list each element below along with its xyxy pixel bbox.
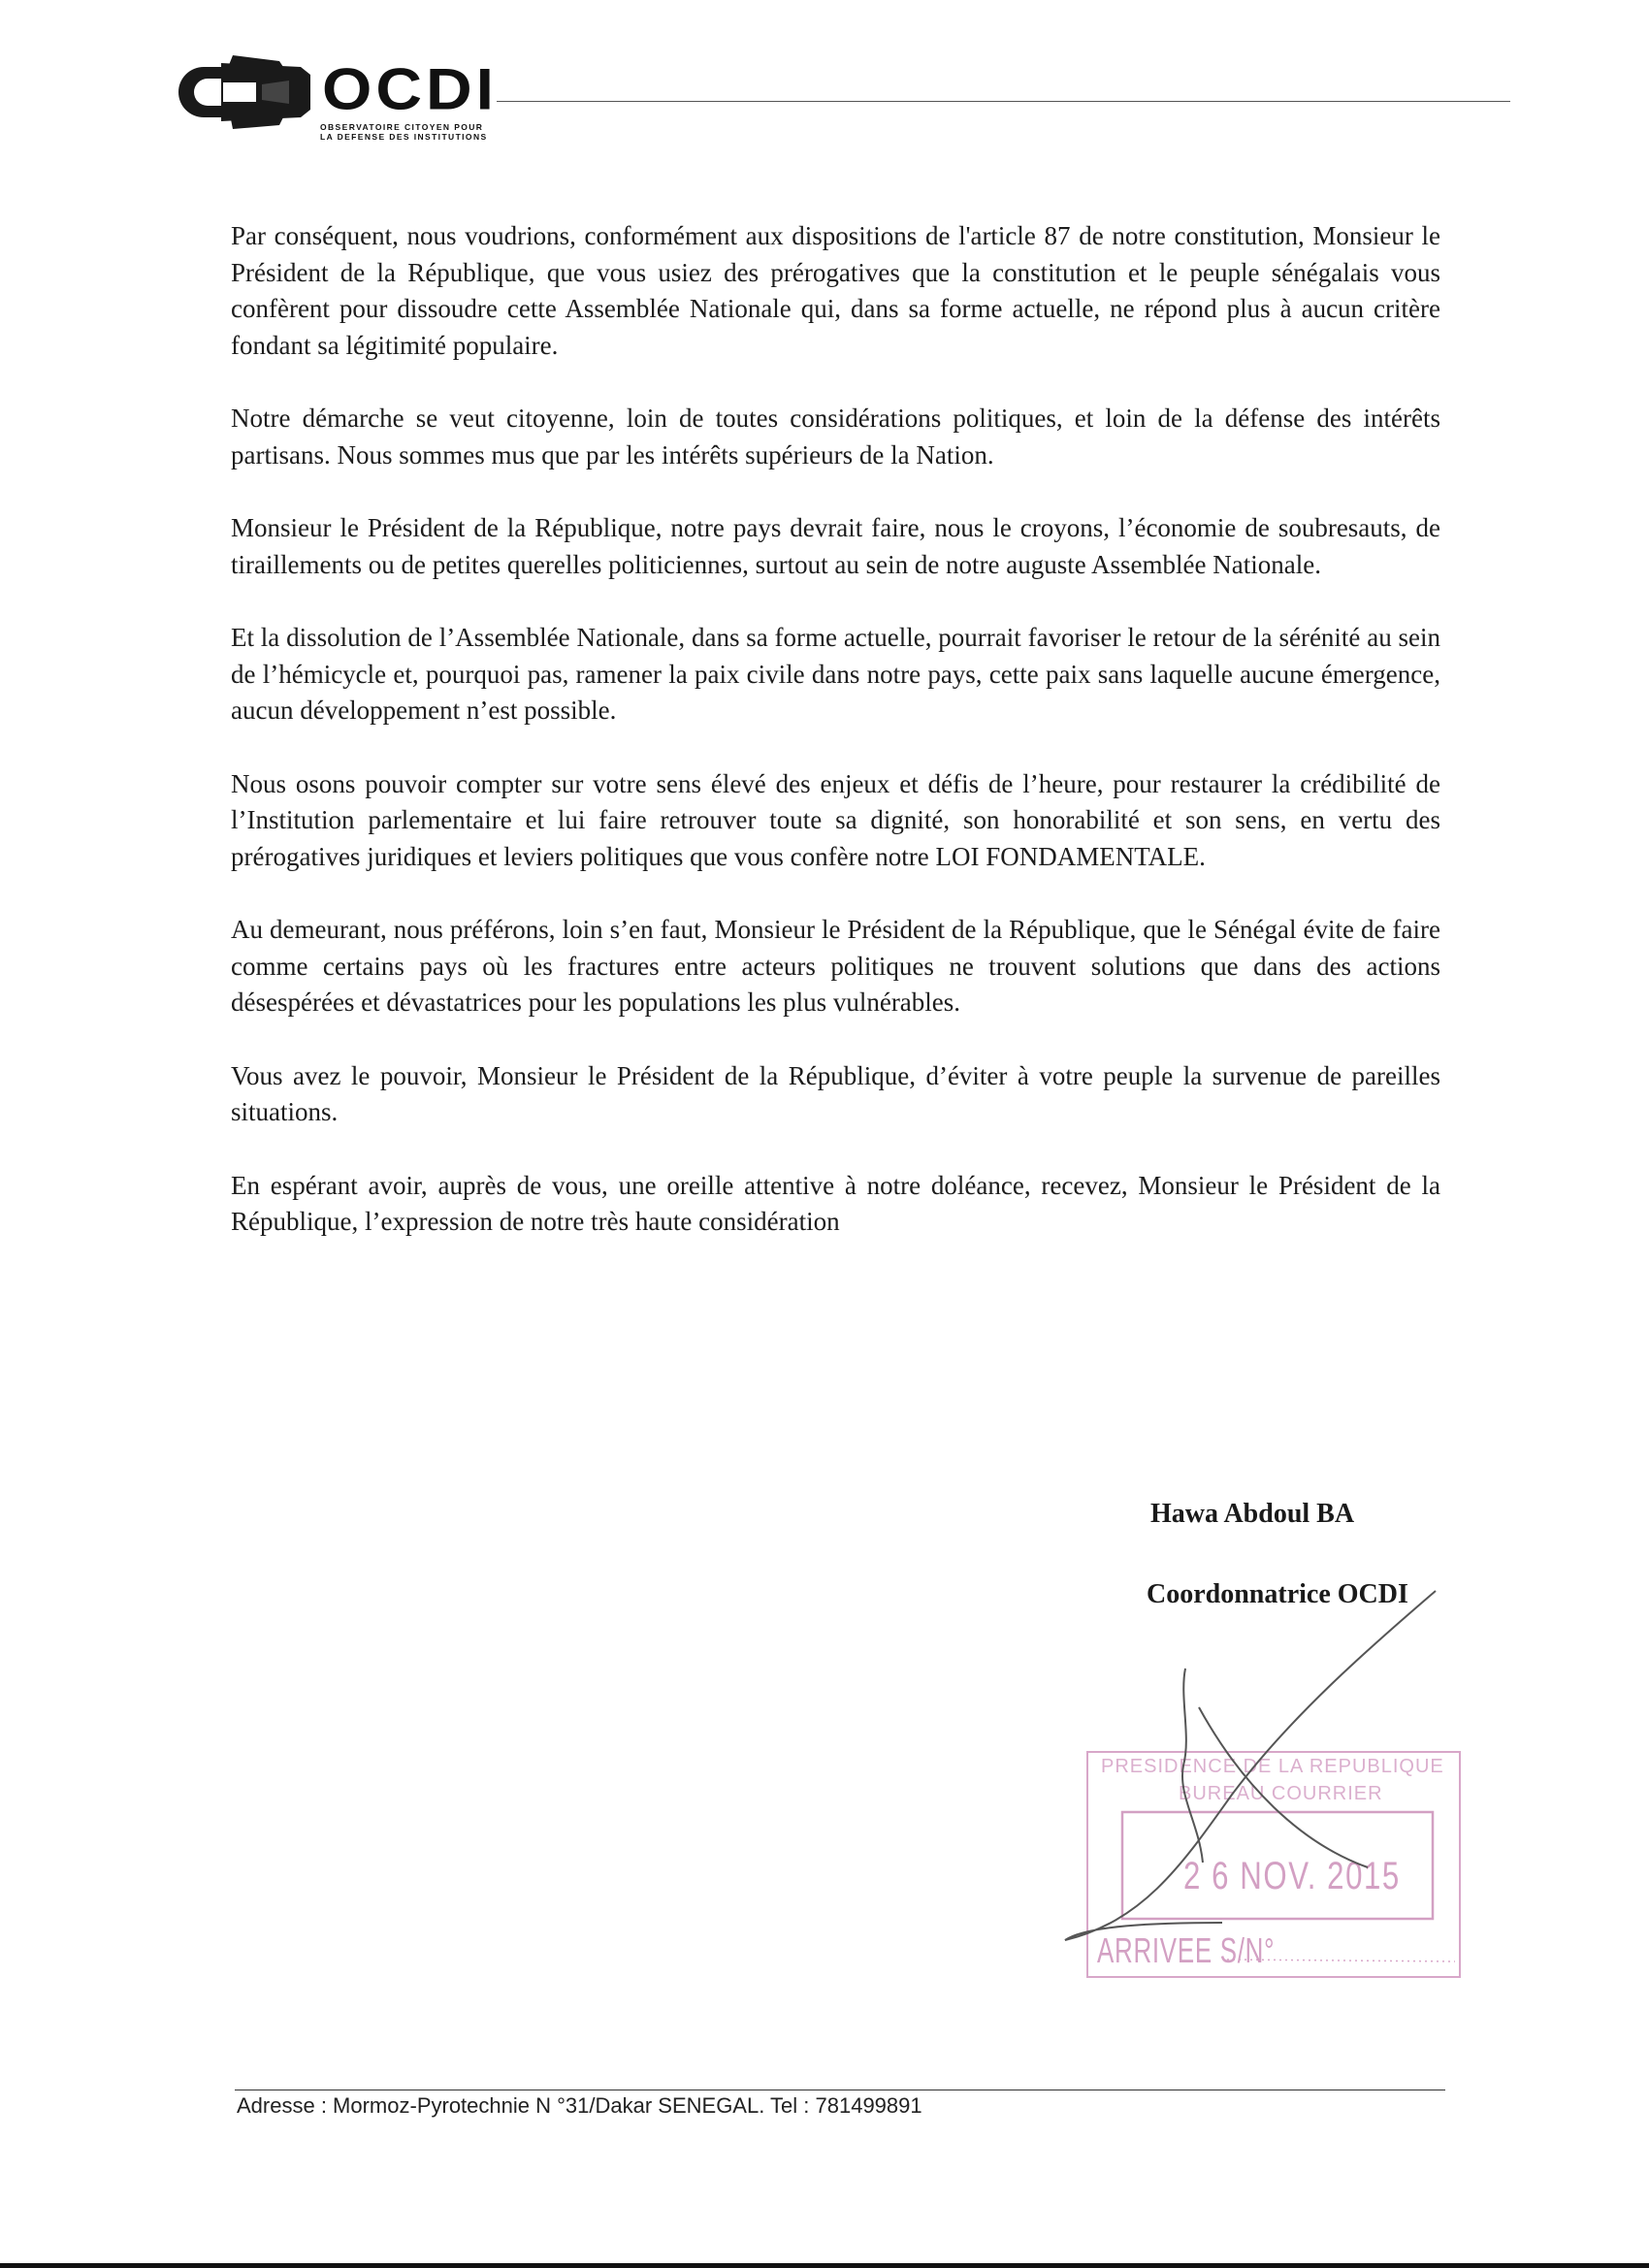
body-paragraph: Nous osons pouvoir compter sur votre sens élevé des enjeux et défis de l’heure, pour restaurer la crédibilité de l’Institution parlementaire et lui faire retrouver toute sa dignité, son honorabilité et son sens, en vertu des prérogatives juridiques et leviers politiques que vous confère notre LOI FONDAMENTALE.	[231, 768, 1440, 871]
body-paragraph: En espérant avoir, auprès de vous, une oreille attentive à notre doléance, recevez, Monsieur le Président de la République, l’expression de notre très haute considération	[231, 1170, 1440, 1236]
logo-subtitle-line1: OBSERVATOIRE CITOYEN POUR	[320, 122, 484, 132]
stamp-date: 2 6 NOV. 2015	[1183, 1855, 1401, 1897]
footer-address: Adresse : Mormoz-Pyrotechnie N °31/Dakar SENEGAL. Tel : 781499891	[237, 2093, 922, 2118]
body-paragraph: Notre démarche se veut citoyenne, loin de toutes considérations politiques, et loin de la défense des intérêts partisans. Nous sommes mus que par les intérêts supérieurs de la Nation.	[231, 404, 1440, 470]
body-paragraph: Par conséquent, nous voudrions, conformément aux dispositions de l'article 87 de notre constitution, Monsieur le Président de la République, que vous usiez des prérogatives que la constitution et le peuple sénégalais vous confèrent pour dissoudre cette Assemblée Nationale qui, dans sa forme actuelle, ne répond plus à aucun critère fondant sa légitimité populaire.	[231, 221, 1440, 360]
handwritten-signature	[1048, 1571, 1474, 1979]
stamp-arrival: ARRIVEE S/N°	[1097, 1930, 1276, 1970]
signatory-title: Coordonnatrice OCDI	[1147, 1579, 1408, 1609]
logo-subtitle-line2: LA DEFENSE DES INSTITUTIONS	[320, 132, 488, 142]
stamp-line-presidence: PRESIDENCE DE LA REPUBLIQUE	[1101, 1756, 1444, 1777]
stamp-line-bureau: BUREAU COURRIER	[1179, 1783, 1383, 1804]
header-divider	[497, 101, 1510, 102]
body-paragraph: Au demeurant, nous préférons, loin s’en faut, Monsieur le Président de la République, que le Sénégal évite de faire comme certains pays où les fractures entre acteurs politiques ne trouvent solutions que dans des actions désespérées et dévastatrices pour les populations les plus vulnérables.	[231, 915, 1440, 1017]
body-paragraph: Et la dissolution de l’Assemblée Nationale, dans sa forme actuelle, pourrait favoriser le retour de la sérénité au sein de l’hémicycle et, pourquoi pas, ramener la paix civile dans notre pays, cette paix sans laquelle aucune émergence, aucun développement n’est possible.	[231, 623, 1440, 725]
signatory-name: Hawa Abdoul BA	[1150, 1499, 1355, 1529]
body-paragraph: Monsieur le Président de la République, notre pays devrait faire, nous le croyons, l’économie de soubresauts, de tiraillements ou de petites querelles politiciennes, surtout au sein de notre auguste Assemblée Nationale.	[231, 513, 1440, 579]
scan-bottom-edge	[0, 2263, 1649, 2268]
logo-wordmark: OCDI	[322, 55, 498, 122]
letter-body	[231, 218, 1440, 1278]
ocdi-logo	[165, 53, 514, 150]
ocdi-emblem-icon	[165, 53, 320, 131]
body-paragraph: Vous avez le pouvoir, Monsieur le Président de la République, d’éviter à votre peuple la survenue de pareilles situations.	[231, 1060, 1440, 1126]
